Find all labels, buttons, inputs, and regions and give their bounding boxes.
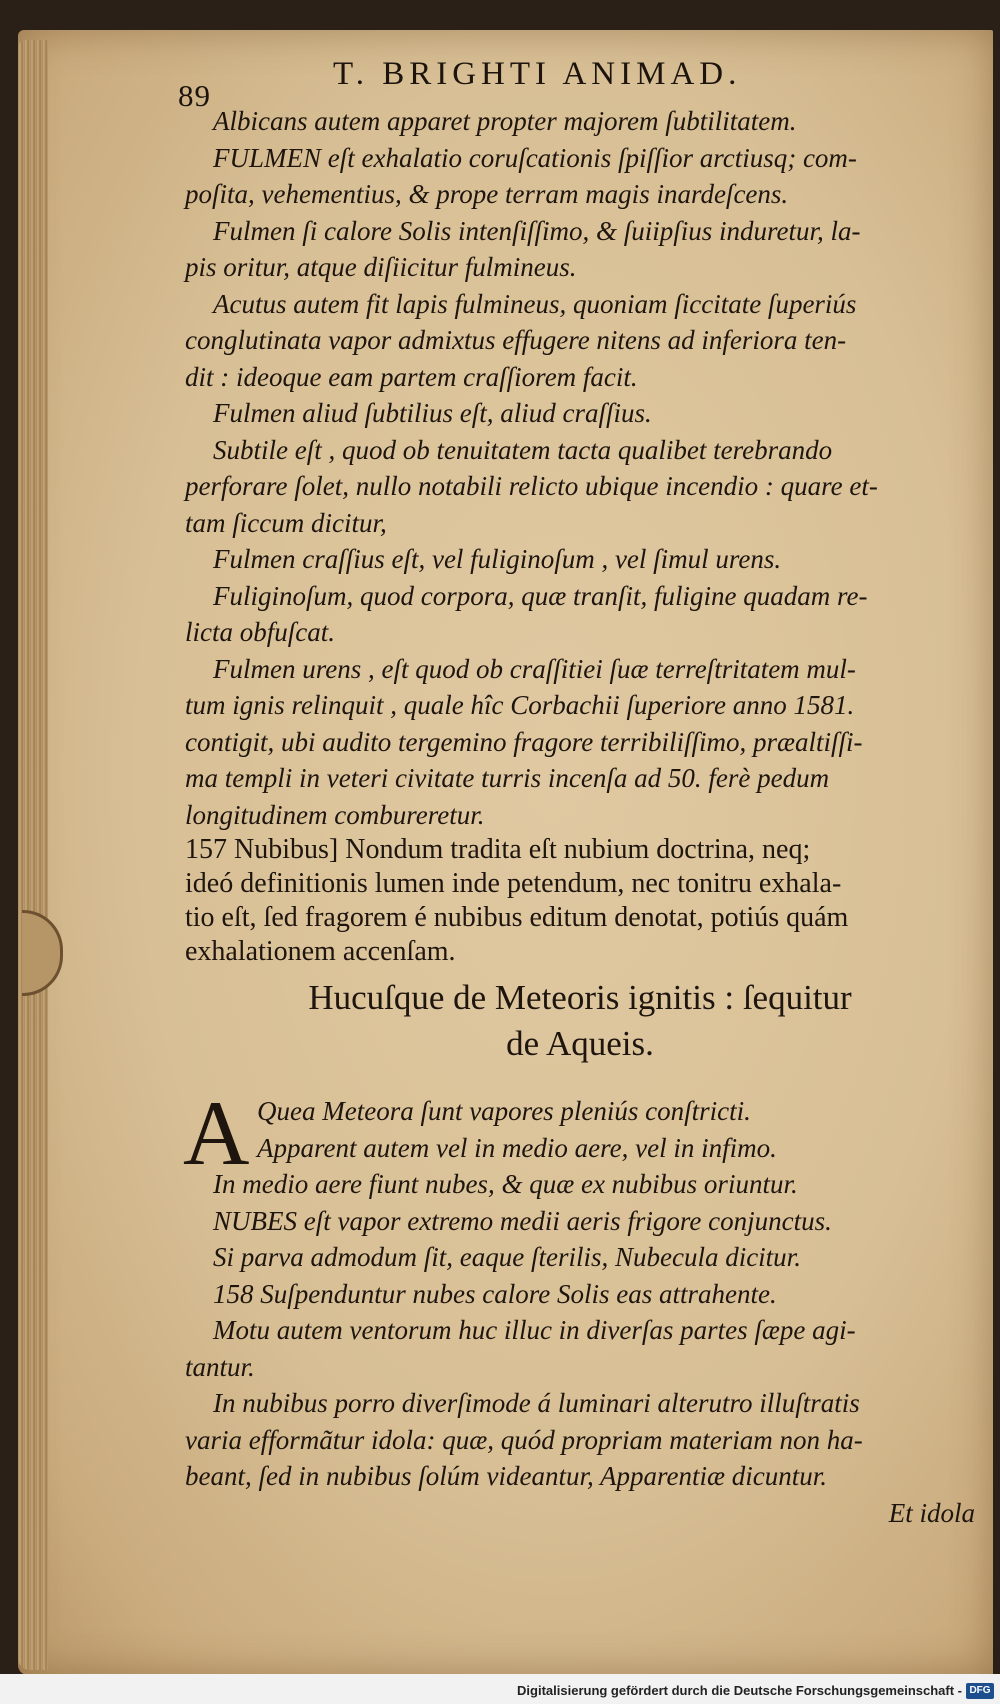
heading-line-1: Hucuſque de Meteoris ignitis : ſequitur — [308, 978, 852, 1017]
text-line: Quea Meteora ſunt vapores pleniús conſtricti. — [257, 1096, 751, 1126]
page-number: 89 — [178, 78, 211, 113]
text-line: Fulmen ſi calore Solis intenſiſſimo, & ſuiipſius induretur, la- — [213, 215, 861, 246]
aqueous-meteors-text — [183, 1082, 975, 1531]
drop-capital: A — [183, 1082, 250, 1184]
text-line: perforare ſolet, nullo notabili relicto ubique incendio : quare et- — [185, 471, 878, 501]
text-line: tum ignis relinquit , quale hîc Corbachii ſuperiore anno 1581. — [185, 690, 855, 720]
dfg-logo: DFG — [966, 1683, 994, 1699]
text-line: conglutinata vapor admixtus effugere nitens ad inferiora ten- — [185, 325, 847, 355]
text-line: varia efformãtur idola: quæ, quód propriam materiam non ha- — [185, 1424, 863, 1455]
text-line: ideó definitionis lumen inde petendum, nec tonitru exhala- — [185, 868, 842, 899]
page-header — [178, 50, 970, 113]
text-line: beant, ſed in nubibus ſolúm videantur, Apparentiæ dicuntur. — [185, 1461, 827, 1491]
text-line: Fulmen aliud ſubtilius eſt, aliud craſſius. — [213, 398, 652, 428]
text-line: tantur. — [185, 1351, 255, 1382]
text-line: dit : ideoque eam partem craſſiorem facit. — [185, 361, 638, 392]
main-text — [185, 103, 975, 969]
book-clasp — [22, 910, 63, 996]
section-heading — [185, 975, 975, 1067]
text-line: Apparent autem vel in medio aere, vel in infimo. — [257, 1132, 777, 1163]
text-line: Fuliginoſum, quod corpora, quæ tranſit, fuligine quadam re- — [213, 580, 868, 611]
text-line: poſita, vehementius, & prope terram magis inardeſcens. — [185, 179, 789, 209]
text-line: Si parva admodum ſit, eaque ſterilis, Nubecula dicitur. — [213, 1242, 801, 1272]
text-line: tam ſiccum dicitur, — [185, 507, 387, 538]
text-line: Fulmen craſſius eſt, vel fuliginoſum , vel ſimul urens. — [213, 544, 782, 574]
text-line: 158 Suſpenduntur nubes calore Solis eas attrahente. — [213, 1278, 777, 1309]
text-line: FULMEN eſt exhalatio coruſcationis ſpiſſior arctiusq; com- — [213, 142, 857, 173]
digitization-credit: Digitalisierung gefördert durch die Deutsche Forschungsgemeinschaft - — [517, 1683, 962, 1698]
page-edges — [18, 40, 48, 1670]
running-head: T. BRIGHTI ANIMAD. — [333, 56, 742, 92]
text-line: Albicans autem apparet propter majorem ſubtilitatem. — [213, 106, 797, 136]
text-line: 157 Nubibus] Nondum tradita eſt nubium doctrina, neq; — [185, 834, 811, 865]
text-line: exhalationem accenſam. — [185, 936, 456, 967]
footer-bar — [0, 1674, 1000, 1704]
text-line: licta obfuſcat. — [185, 617, 335, 647]
text-line: In medio aere fiunt nubes, & quæ ex nubibus oriuntur. — [213, 1169, 798, 1199]
catchword: Et idola — [888, 1497, 975, 1528]
text-line: longitudinem combureretur. — [185, 799, 485, 830]
text-line: Acutus autem fit lapis fulmineus, quoniam ſiccitate ſuperiús — [213, 288, 857, 319]
text-line: tio eſt, ſed fragorem é nubibus editum denotat, potiús quám — [185, 902, 849, 933]
text-line: Motu autem ventorum huc illuc in diverſas partes ſæpe agi- — [213, 1315, 856, 1345]
text-line: NUBES eſt vapor extremo medii aeris frigore conjunctus. — [213, 1205, 832, 1236]
text-line: pis oritur, atque diſiicitur fulmineus. — [185, 252, 577, 282]
text-line: ma templi in veteri civitate turris incenſa ad 50. ferè pedum — [185, 763, 830, 793]
text-line: In nubibus porro diverſimode á luminari alterutro illuſtratis — [213, 1388, 860, 1418]
text-line: Fulmen urens , eſt quod ob craſſitiei ſuæ terreſtritatem mul- — [213, 653, 856, 684]
heading-line-2: de Aqueis. — [506, 1024, 654, 1063]
text-line: contigit, ubi audito tergemino fragore terribiliſſimo, præaltiſſi- — [185, 726, 863, 757]
text-line: Subtile eſt , quod ob tenuitatem tacta qualibet terebrando — [213, 434, 833, 465]
